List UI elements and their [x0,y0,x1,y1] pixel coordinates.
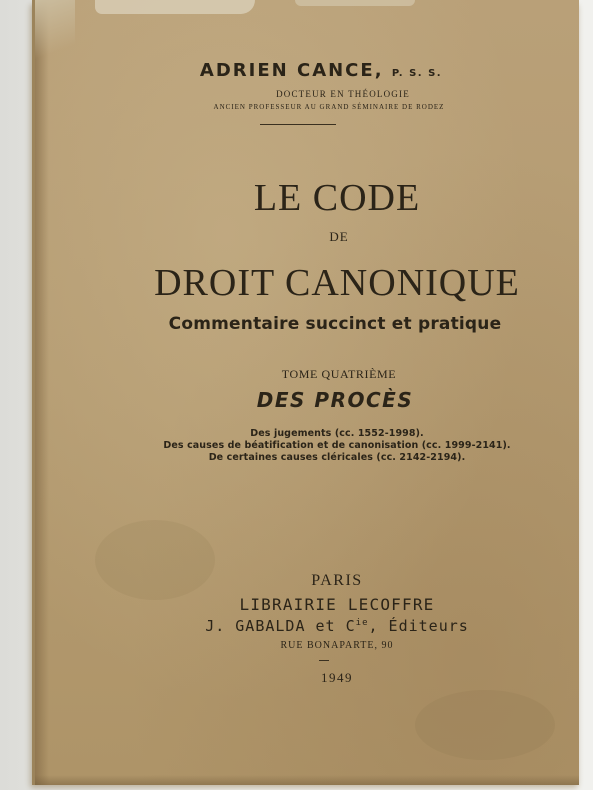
publisher-address: RUE BONAPARTE, 90 [280,640,394,651]
contents-item: Des jugements (cc. 1552-1998). [250,428,424,439]
worn-edge-bottom [35,775,579,785]
book-cover [32,0,579,785]
author-degree: DOCTEUR EN THÉOLOGIE [276,89,410,99]
title-line-1: LE CODE [253,177,421,219]
title-line-2: DROIT CANONIQUE [154,262,520,304]
publication-year: 1949 [321,670,353,685]
author-suffix: P. S. S. [391,68,443,79]
contents-list [65,428,579,464]
contents-item: De certaines causes cléricales (cc. 2142-2194). [208,452,466,463]
worn-edge-top [95,0,255,14]
author-line [49,60,579,81]
author-name: ADRIEN CANCE, [199,60,384,81]
divider-rule [260,124,336,125]
worn-edge-top-2 [295,0,415,6]
paper-stain [415,690,555,760]
author-former-role: ANCIEN PROFESSEUR AU GRAND SÉMINAIRE DE RODEZ [213,103,445,111]
publisher-city: PARIS [311,572,363,589]
editors-superscript: ie [355,618,369,628]
tome-label: TOME QUATRIÈME [281,367,397,381]
year-dash [319,660,329,661]
spine-edge [35,0,49,785]
editors-name: J. GABALDA et C [205,617,356,635]
editors-line [65,617,579,635]
contents-item: Des causes de béatification et de canonisation (cc. 1999-2141). [163,440,511,451]
publisher-name: LIBRAIRIE LECOFFRE [239,595,435,614]
title-connector: DE [329,229,349,244]
editors-tail: , Éditeurs [368,617,469,635]
subtitle: Commentaire succinct et pratique [168,314,502,334]
volume-title: DES PROCÈS [256,388,414,412]
